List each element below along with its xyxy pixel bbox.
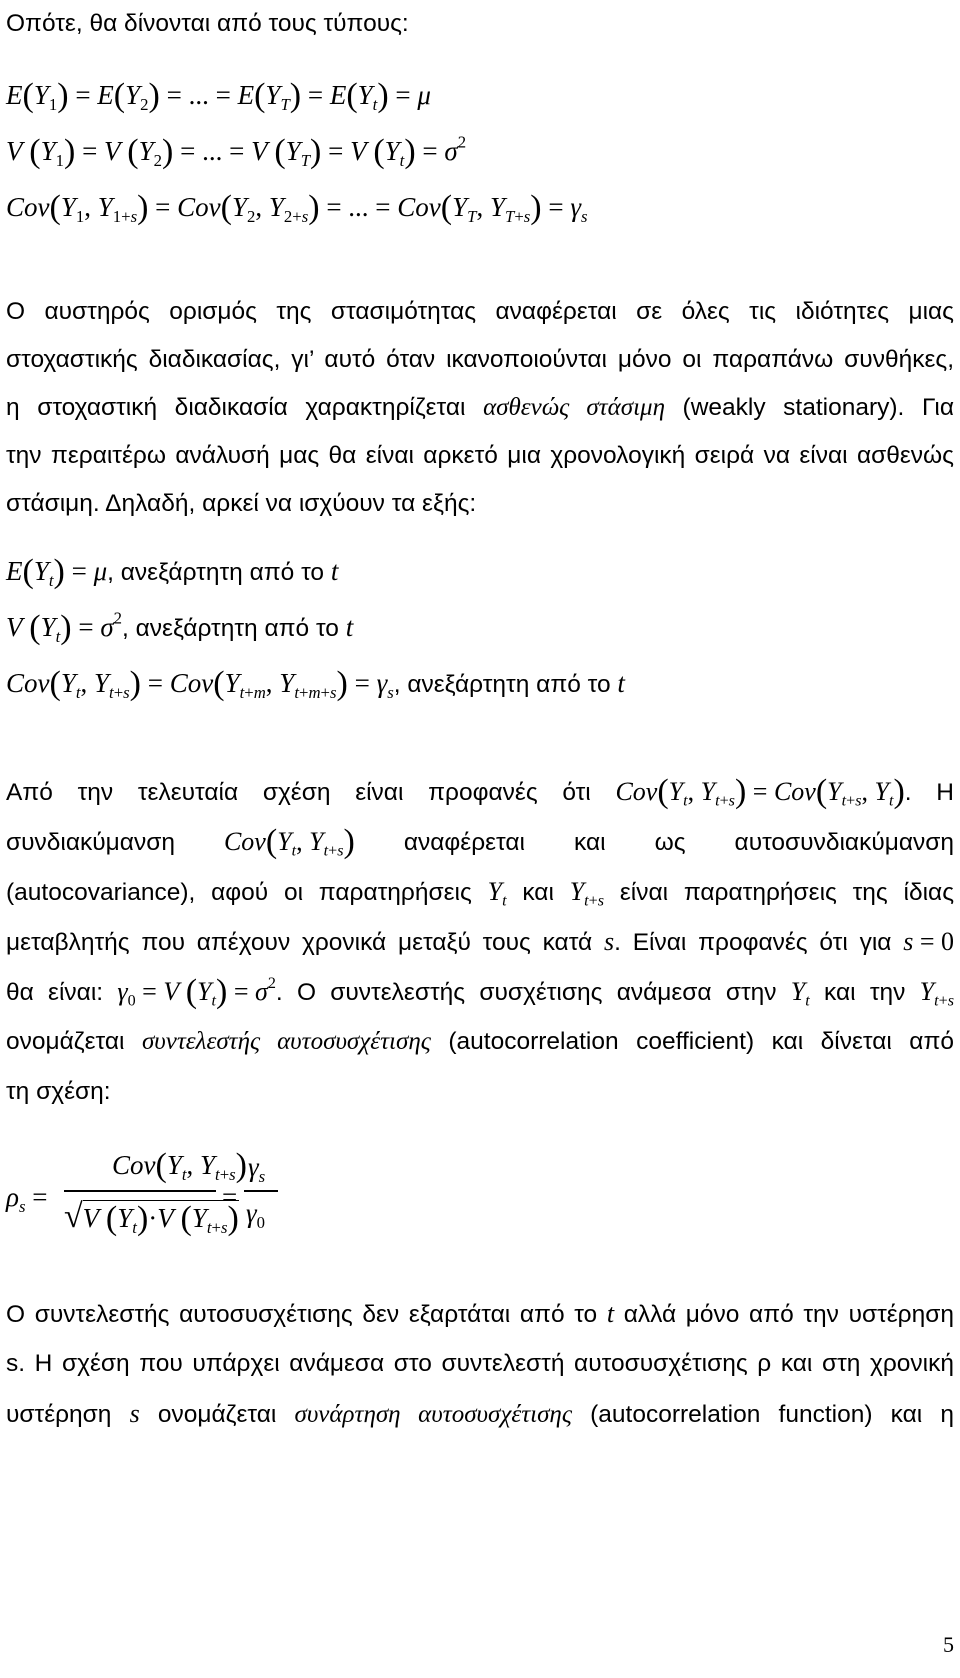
page-number: 5 xyxy=(943,1632,954,1657)
para2-line4a: μεταβλητής που απέχουν χρονικά μεταξύ τους κατά xyxy=(6,929,593,956)
weakly-stationary-term: ασθενώς στάσιμη xyxy=(483,394,665,421)
para2-line5 xyxy=(6,968,954,1017)
para2-line7: τη σχέση: xyxy=(6,1078,111,1105)
time-t: t xyxy=(606,1299,615,1328)
condition-variance: V $(Y_t) = \sigma^2$, ανεξάρτητη από το t xyxy=(6,608,354,646)
gamma-zero-eq: $\gamma_0 = V$ $(Y_t) = \sigma^2$ xyxy=(117,973,276,1010)
para2-line1a: Από την τελευταία σχέση είναι προφανές ότι xyxy=(6,779,591,806)
condition-mean-text: , ανεξάρτητη από το xyxy=(107,559,331,586)
para2-line2 xyxy=(6,818,954,867)
para3-line3 xyxy=(6,1390,954,1439)
gamma-zero: $\gamma_0$ xyxy=(246,1198,266,1232)
rho-numerator: $Cov(Y_t$, $Y_{t+s}$) xyxy=(112,1147,247,1184)
para2-line1b: . Η xyxy=(904,779,954,806)
equation-covariance: $Cov(Y_1$, $Y_{1+s}) = Cov(Y_2$, $Y_{2+s}$) = ... = $Cov(Y_T$, $Y_{T+s}) = \gamma_s$ xyxy=(6,189,588,226)
lag-s: s xyxy=(604,927,615,956)
para2-line3b: και xyxy=(522,879,554,906)
gamma-fraction-bar xyxy=(244,1190,278,1192)
para3-line1a: Ο συντελεστής αυτοσυσχέτισης δεν εξαρτάται από το xyxy=(6,1301,598,1328)
para2-line5b: . Ο συντελεστής συσχέτισης ανάμεσα στην xyxy=(275,979,777,1006)
para3-line3b: ονομάζεται xyxy=(157,1401,295,1428)
para1-line3a: η στοχαστική διαδικασία χαρακτηρίζεται xyxy=(6,394,484,421)
para3-line3a: υστέρηση xyxy=(6,1401,112,1428)
rho-fraction-bar xyxy=(64,1190,216,1192)
rho-s: $\rho_s$ = xyxy=(6,1182,48,1216)
intro-text: Οπότε, θα δίνονται από τους τύπους: xyxy=(6,10,409,37)
para2-line4 xyxy=(6,918,954,967)
para2-line2b: αναφέρεται και ως αυτοσυνδιακύμανση xyxy=(403,829,954,856)
para2-line6a: ονομάζεται xyxy=(6,1028,142,1055)
lag-zero: s = 0 xyxy=(903,927,955,956)
autocorrelation-function-term: συνάρτηση αυτοσυσχέτισης xyxy=(294,1401,572,1428)
para2-line3a: (autocovariance), αφού οι παρατηρήσεις xyxy=(6,879,472,906)
para1-line5: στάσιμη. Δηλαδή, αρκεί να ισχύουν τα εξής: xyxy=(6,490,477,517)
para2-line3c: είναι παρατηρήσεις της ίδιας xyxy=(619,879,955,906)
equation-variance: V $(Y_1) = V$ $(Y_2)$ = ... = V $(Y_T) = V$ $(Y_t) = \sigma^2$ xyxy=(6,132,467,170)
condition-variance-text: , ανεξάρτητη από το xyxy=(122,615,346,642)
covariance-term: $Cov(Y_t$, $Y_{t+s}$) xyxy=(223,823,355,860)
series-yts: $Y_{t+s}$ xyxy=(919,977,954,1010)
para2-line6b: (autocorrelation coefficient) και δίνεται από xyxy=(430,1028,954,1055)
para2-line3 xyxy=(6,868,954,917)
condition-mean: $E(Y_t) = \mu$, ανεξάρτητη από το t xyxy=(6,553,339,590)
para3-line1 xyxy=(6,1290,954,1339)
para3-line1b: αλλά μόνο από την υστέρηση xyxy=(623,1301,954,1328)
series-yt: $Y_t$ xyxy=(790,977,810,1010)
para1-line4: την περαιτέρω ανάλυσή μας θα είναι αρκετό μια χρονολογική σειρά να είναι ασθενώς xyxy=(6,442,954,469)
para3-line2: s. Η σχέση που υπάρχει ανάμεσα στο συντελεστή αυτοσυσχέτισης ρ και στη χρονική xyxy=(6,1350,954,1377)
rho-denominator: √V $(Y_t)\cdot V$ $(Y_{t+s})$ xyxy=(64,1198,239,1237)
covariance-symmetry: $Cov(Y_t$, $Y_{t+s}) = Cov(Y_{t+s}$, $Y_t$) xyxy=(615,773,905,810)
para1-line3 xyxy=(6,384,954,432)
gamma-s-over-gamma0: $\gamma_s$ xyxy=(248,1152,266,1186)
lag-s-2: s xyxy=(129,1399,140,1428)
para2-line2a: συνδιακύμανση xyxy=(6,829,175,856)
condition-covariance: $Cov(Y_t$, $Y_{t+s}) = Cov(Y_{t+m}$, $Y_{t+m+s}) = \gamma_s$, ανεξάρτητη από το t xyxy=(6,665,625,702)
equation-mean: $E(Y_1) = E(Y_2)$ = ... = $E(Y_T) = E(Y_t) = \mu$ xyxy=(6,77,431,114)
autocorrelation-coefficient-term: συντελεστής αυτοσυσχέτισης xyxy=(141,1028,431,1055)
para3-line3c: (autocorrelation function) και η xyxy=(571,1401,954,1428)
rho-equals: = xyxy=(222,1182,238,1212)
para2-line4b: . Είναι προφανές ότι για xyxy=(614,929,892,956)
para2-line5a: θα είναι: xyxy=(6,979,104,1006)
para2-line5c: και την xyxy=(824,979,906,1006)
para2-line1 xyxy=(6,768,954,817)
observation-yts: $Y_{t+s}$ xyxy=(569,877,605,910)
para2-line6 xyxy=(6,1018,954,1066)
para1-line2: στοχαστικής διαδικασίας, γι’ αυτό όταν ικανοποιούνται μόνο οι παραπάνω συνθήκες, xyxy=(6,346,954,373)
observation-yt: $Y_t$ xyxy=(487,877,507,910)
condition-covariance-text: , ανεξάρτητη από το xyxy=(393,671,618,698)
para1-line3b: (weakly stationary). Για xyxy=(664,394,954,421)
para1-line1: Ο αυστηρός ορισμός της στασιμότητας αναφέρεται σε όλες τις ιδιότητες μιας xyxy=(6,298,954,325)
